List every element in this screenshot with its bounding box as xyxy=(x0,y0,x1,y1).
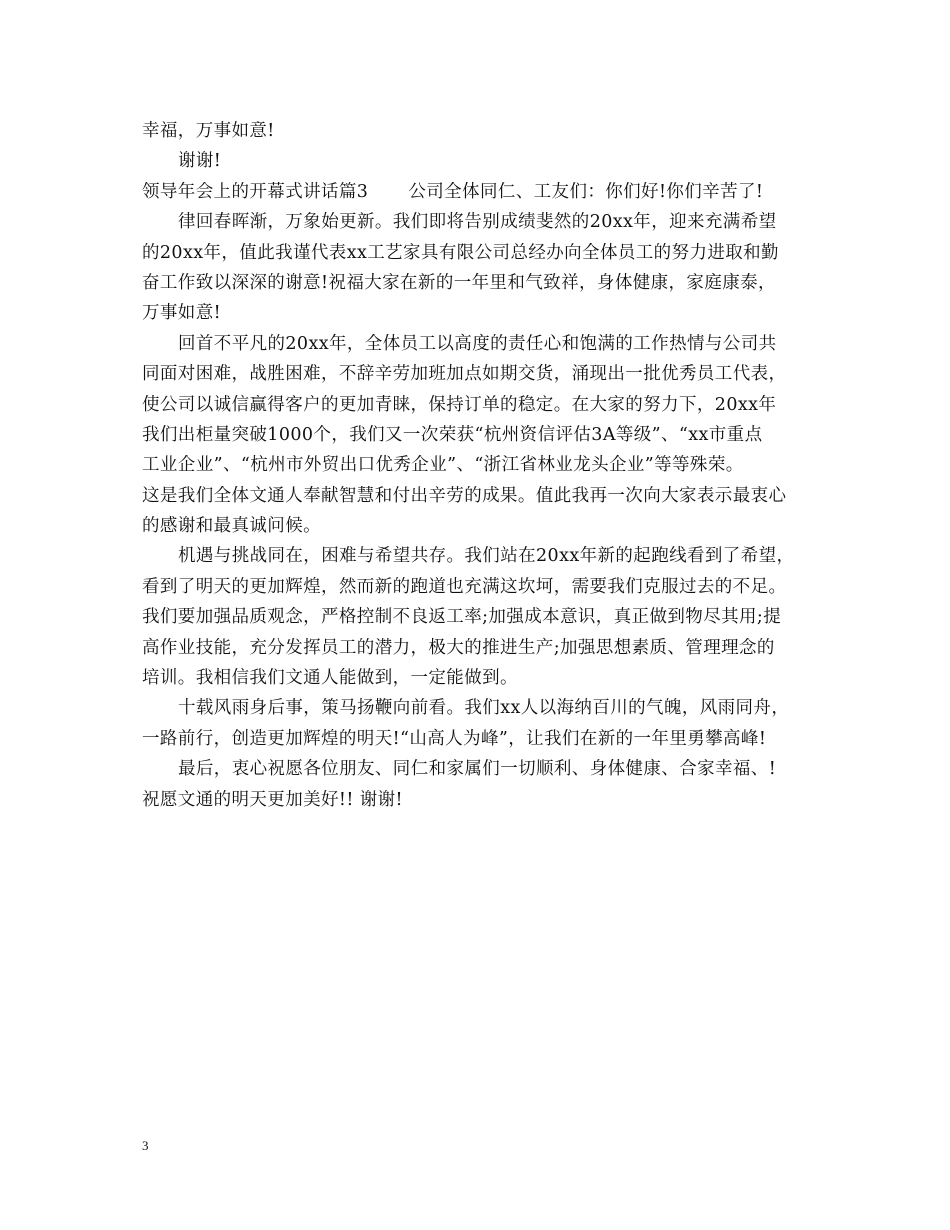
text-line: 万事如意! xyxy=(142,303,222,324)
text-line: 回首不平凡的20xx年，全体员工以高度的责任心和饱满的工作热情与公司共 xyxy=(178,333,777,354)
text-line: 这是我们全体文通人奉献智慧和付出辛劳的成果。值此我再一次向大家表示最衷心 xyxy=(142,485,787,506)
page-number: 3 xyxy=(142,1138,149,1153)
document-body xyxy=(142,116,812,815)
text-line: 幸福，万事如意! xyxy=(142,121,275,141)
text-line: 培训。我相信我们文通人能做到，一定能做到。 xyxy=(142,668,518,689)
salutation: 公司全体同仁、工友们：你们好!你们辛苦了! xyxy=(408,181,764,202)
section-heading: 领导年会上的开幕式讲话篇3 xyxy=(142,181,369,202)
text-line: 谢谢! xyxy=(178,151,222,172)
text-line: 高作业技能，充分发挥员工的潜力，极大的推进生产;加强思想素质、管理理念的 xyxy=(142,637,775,658)
text-line: 祝愿文通的明天更加美好!! 谢谢! xyxy=(142,789,403,810)
text-line: 的20xx年，值此我谨代表xx工艺家具有限公司总经办向全体员工的努力进取和勤 xyxy=(142,242,779,263)
text-line: 最后，衷心祝愿各位朋友、同仁和家属们一切顺利、身体健康、合家幸福、! xyxy=(178,759,777,780)
section-heading-line xyxy=(142,177,812,207)
text-line: 十载风雨身后事，策马扬鞭向前看。我们xx人以海纳百川的气魄，风雨同舟， xyxy=(178,698,790,719)
text-line: 我们出柜量突破1000个，我们又一次荣获“杭州资信评估3A等级”、“xx市重点 xyxy=(142,424,763,445)
text-line: 看到了明天的更加辉煌，然而新的跑道也充满这坎坷，需要我们克服过去的不足。 xyxy=(142,576,787,597)
text-line: 律回春晖渐，万象始更新。我们即将告别成绩斐然的20xx年，迎来充满希望 xyxy=(178,212,777,233)
text-line: 的感谢和最真诚问候。 xyxy=(142,516,321,537)
text-line: 同面对困难，战胜困难，不辞辛劳加班加点如期交货，涌现出一批优秀员工代表， xyxy=(142,364,787,385)
text-line: 使公司以诚信赢得客户的更加青睐，保持订单的稳定。在大家的努力下，20xx年 xyxy=(142,394,777,415)
text-line: 工业企业”、“杭州市外贸出口优秀企业”、“浙江省林业龙头企业”等等殊荣。 xyxy=(142,455,744,476)
text-line: 我们要加强品质观念，严格控制不良返工率;加强成本意识，真正做到物尽其用;提 xyxy=(142,607,782,628)
text-line: 奋工作致以深深的谢意!祝福大家在新的一年里和气致祥，身体健康，家庭康泰， xyxy=(142,272,776,293)
text-line: 机遇与挑战同在，困难与希望共存。我们站在20xx年新的起跑线看到了希望， xyxy=(178,546,795,567)
text-line: 一路前行，创造更加辉煌的明天!“山高人为峰”，让我们在新的一年里勇攀高峰! xyxy=(142,728,767,749)
